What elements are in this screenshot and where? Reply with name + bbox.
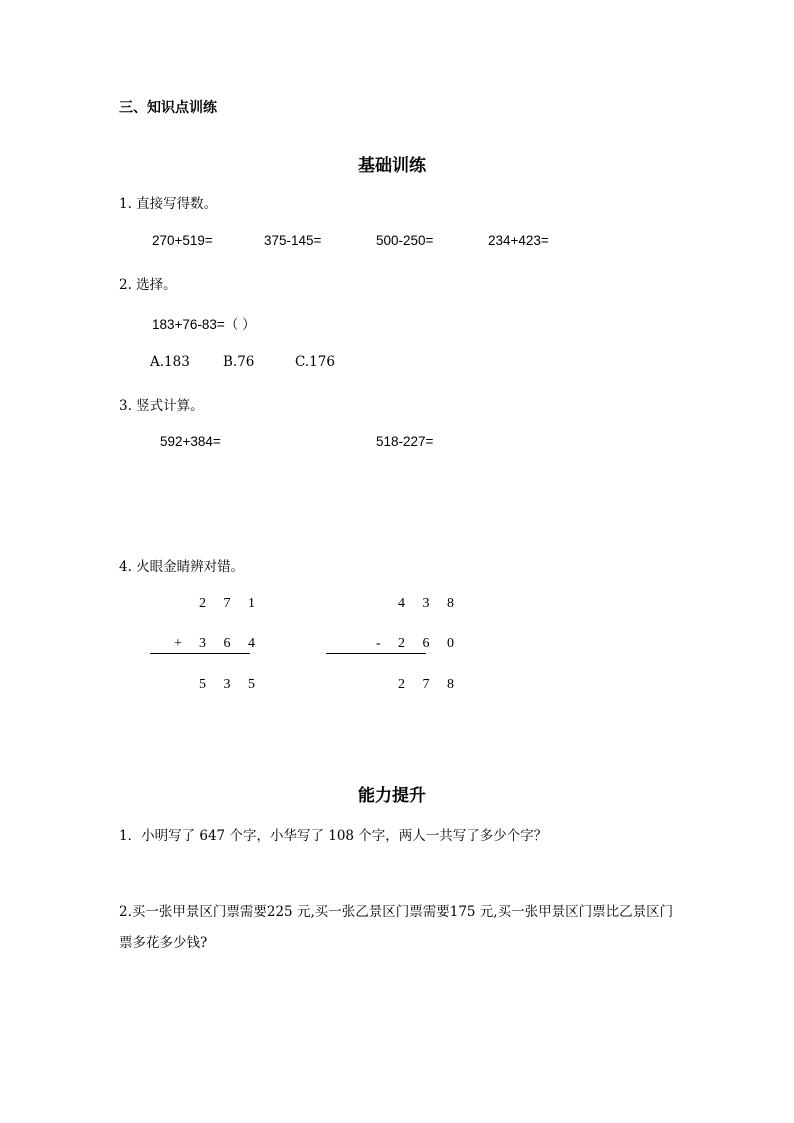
right-difference-line [326, 653, 426, 654]
right-second-number: 2 6 0 [398, 636, 461, 651]
section-title: 三、知识点训练 [119, 100, 217, 116]
q2-option-c: C.176 [295, 354, 335, 370]
basic-training-heading: 基础训练 [358, 156, 426, 176]
left-sum-line [150, 653, 250, 654]
left-top-number: 2 7 1 [199, 596, 262, 611]
left-operator: + [174, 636, 189, 651]
q1-item: 375-145= [264, 233, 322, 248]
q3-item: 592+384= [160, 434, 221, 449]
advanced-q1: 1．小明写了 647 个字，小华写了 108 个字，两人一共写了多少个字？ [119, 828, 548, 844]
q1-item: 234+423= [488, 233, 549, 248]
advanced-q2: 2.买一张甲景区门票需要225 元,买一张乙景区门票需要175 元,买一张甲景区门票比乙景区门票多花多少钱? [119, 904, 674, 951]
q2-expression: 183+76-83=（ ） [152, 317, 256, 332]
left-result: 5 3 5 [199, 677, 262, 692]
right-top-number: 4 3 8 [398, 596, 461, 611]
q1-item: 270+519= [152, 233, 213, 248]
q2-label: 2. 选择。 [119, 277, 177, 293]
q2-option-b: B.76 [223, 354, 255, 370]
left-second-number: 3 6 4 [199, 636, 262, 651]
q3-item: 518-227= [376, 434, 434, 449]
q1-item: 500-250= [376, 233, 434, 248]
q1-label: 1. 直接写得数。 [119, 196, 218, 212]
q2-option-a: A.183 [150, 354, 190, 370]
advanced-heading: 能力提升 [358, 786, 426, 806]
right-operator: - [376, 636, 388, 651]
q3-label: 3. 竖式计算。 [119, 398, 204, 414]
q4-label: 4. 火眼金睛辨对错。 [119, 559, 245, 575]
right-result: 2 7 8 [398, 677, 461, 692]
